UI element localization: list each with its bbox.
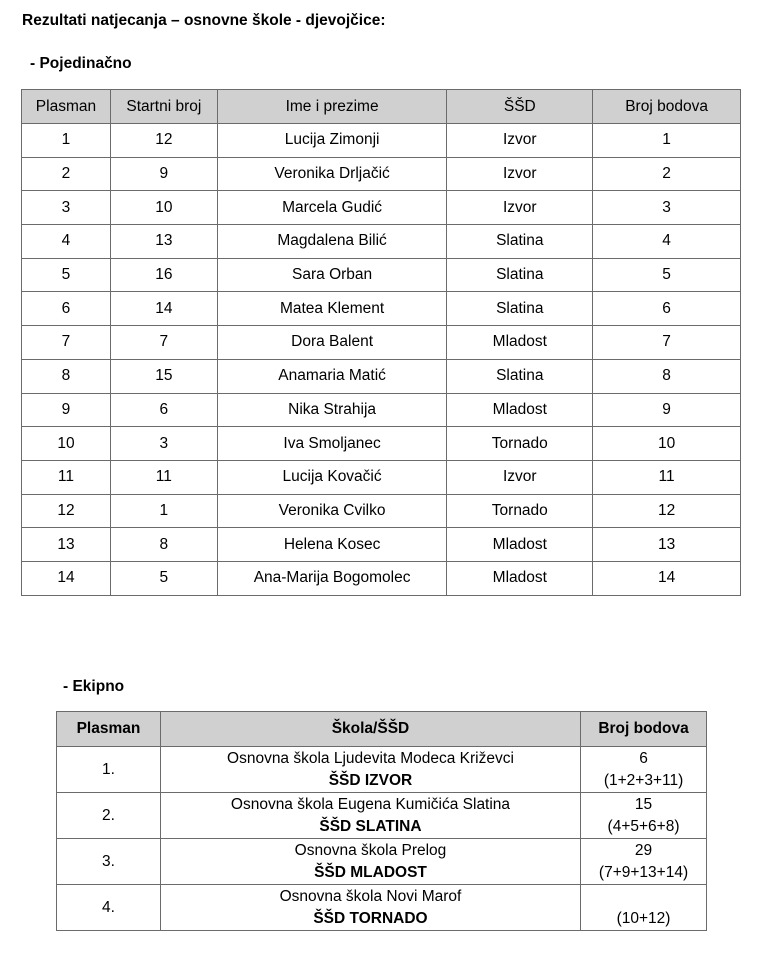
cell-plasman: 10 bbox=[22, 427, 111, 461]
team-results-body bbox=[57, 747, 707, 931]
cell-skola-ssd bbox=[160, 839, 580, 885]
table-header-row bbox=[57, 712, 707, 747]
cell-startni-broj: 3 bbox=[110, 427, 217, 461]
cell-startni-broj: 6 bbox=[110, 393, 217, 427]
team-name: ŠŠD TORNADO bbox=[313, 909, 428, 927]
cell-broj-bodova: 3 bbox=[593, 191, 741, 225]
cell-ime-prezime: Lucija Zimonji bbox=[217, 124, 447, 158]
cell-ssd: Tornado bbox=[447, 494, 593, 528]
cell-broj-bodova: 5 bbox=[593, 258, 741, 292]
column-header-startni-broj: Startni broj bbox=[110, 90, 217, 124]
column-header-ssd: ŠŠD bbox=[447, 90, 593, 124]
points-breakdown: (4+5+6+8) bbox=[607, 817, 680, 835]
cell-ime-prezime: Anamaria Matić bbox=[217, 359, 447, 393]
table-row bbox=[22, 191, 741, 225]
cell-ssd: Mladost bbox=[447, 393, 593, 427]
cell-startni-broj: 12 bbox=[110, 124, 217, 158]
cell-ime-prezime: Veronika Drljačić bbox=[217, 157, 447, 191]
cell-plasman: 8 bbox=[22, 359, 111, 393]
column-header-plasman: Plasman bbox=[22, 90, 111, 124]
cell-skola-ssd bbox=[160, 793, 580, 839]
cell-broj-bodova: 8 bbox=[593, 359, 741, 393]
cell-broj-bodova bbox=[581, 839, 707, 885]
cell-startni-broj: 10 bbox=[110, 191, 217, 225]
points-total: 6 bbox=[639, 749, 648, 767]
table-row bbox=[22, 359, 741, 393]
cell-ime-prezime: Matea Klement bbox=[217, 292, 447, 326]
cell-broj-bodova: 10 bbox=[593, 427, 741, 461]
cell-ssd: Slatina bbox=[447, 359, 593, 393]
cell-startni-broj: 16 bbox=[110, 258, 217, 292]
cell-broj-bodova: 4 bbox=[593, 225, 741, 259]
table-row bbox=[22, 427, 741, 461]
cell-broj-bodova: 7 bbox=[593, 326, 741, 360]
points-total: 29 bbox=[634, 841, 653, 859]
cell-startni-broj: 5 bbox=[110, 561, 217, 595]
table-row bbox=[57, 747, 707, 793]
team-name: ŠŠD MLADOST bbox=[314, 863, 427, 881]
cell-broj-bodova bbox=[581, 793, 707, 839]
points-breakdown: (7+9+13+14) bbox=[598, 863, 689, 881]
team-name: ŠŠD SLATINA bbox=[319, 817, 422, 835]
cell-ssd: Slatina bbox=[447, 292, 593, 326]
cell-ime-prezime: Sara Orban bbox=[217, 258, 447, 292]
cell-plasman: 1. bbox=[57, 747, 161, 793]
points-total: 15 bbox=[634, 795, 653, 813]
cell-ssd: Tornado bbox=[447, 427, 593, 461]
table-row bbox=[57, 793, 707, 839]
cell-broj-bodova: 6 bbox=[593, 292, 741, 326]
column-header-skola-ssd: Škola/ŠŠD bbox=[160, 712, 580, 747]
points-breakdown: (1+2+3+11) bbox=[603, 771, 684, 789]
individual-section-label: - Pojedinačno bbox=[30, 55, 132, 72]
table-row bbox=[22, 326, 741, 360]
team-name: ŠŠD IZVOR bbox=[328, 771, 413, 789]
school-name: Osnovna škola Novi Marof bbox=[279, 887, 462, 905]
cell-ime-prezime: Ana-Marija Bogomolec bbox=[217, 561, 447, 595]
cell-plasman: 4. bbox=[57, 885, 161, 931]
table-row bbox=[22, 258, 741, 292]
column-header-plasman: Plasman bbox=[57, 712, 161, 747]
cell-ime-prezime: Dora Balent bbox=[217, 326, 447, 360]
individual-results-body bbox=[22, 124, 741, 596]
table-row bbox=[22, 124, 741, 158]
table-row bbox=[22, 528, 741, 562]
cell-startni-broj: 14 bbox=[110, 292, 217, 326]
cell-plasman: 3. bbox=[57, 839, 161, 885]
cell-ssd: Izvor bbox=[447, 157, 593, 191]
table-row bbox=[22, 157, 741, 191]
cell-plasman: 3 bbox=[22, 191, 111, 225]
cell-skola-ssd bbox=[160, 747, 580, 793]
team-section-label: - Ekipno bbox=[63, 678, 125, 695]
cell-broj-bodova: 14 bbox=[593, 561, 741, 595]
cell-broj-bodova: 12 bbox=[593, 494, 741, 528]
table-header-row bbox=[22, 90, 741, 124]
cell-ime-prezime: Helena Kosec bbox=[217, 528, 447, 562]
column-header-broj-bodova: Broj bodova bbox=[581, 712, 707, 747]
cell-broj-bodova: 1 bbox=[593, 124, 741, 158]
points-breakdown: (10+12) bbox=[616, 909, 671, 927]
school-name: Osnovna škola Ljudevita Modeca Križevci bbox=[227, 749, 514, 767]
school-name: Osnovna škola Eugena Kumičića Slatina bbox=[230, 795, 511, 813]
cell-startni-broj: 15 bbox=[110, 359, 217, 393]
cell-startni-broj: 8 bbox=[110, 528, 217, 562]
column-header-broj-bodova: Broj bodova bbox=[593, 90, 741, 124]
cell-plasman: 11 bbox=[22, 460, 111, 494]
cell-startni-broj: 7 bbox=[110, 326, 217, 360]
column-header-ime-prezime: Ime i prezime bbox=[217, 90, 447, 124]
cell-startni-broj: 9 bbox=[110, 157, 217, 191]
cell-broj-bodova: 11 bbox=[593, 460, 741, 494]
cell-plasman: 13 bbox=[22, 528, 111, 562]
table-row bbox=[57, 885, 707, 931]
team-results-table bbox=[56, 711, 707, 931]
cell-ssd: Slatina bbox=[447, 258, 593, 292]
table-row bbox=[22, 561, 741, 595]
individual-results-table bbox=[21, 89, 741, 596]
cell-plasman: 7 bbox=[22, 326, 111, 360]
cell-ime-prezime: Iva Smoljanec bbox=[217, 427, 447, 461]
cell-plasman: 6 bbox=[22, 292, 111, 326]
cell-broj-bodova: 9 bbox=[593, 393, 741, 427]
cell-ime-prezime: Magdalena Bilić bbox=[217, 225, 447, 259]
cell-plasman: 9 bbox=[22, 393, 111, 427]
school-name: Osnovna škola Prelog bbox=[294, 841, 447, 859]
cell-ssd: Izvor bbox=[447, 191, 593, 225]
cell-plasman: 1 bbox=[22, 124, 111, 158]
cell-ime-prezime: Marcela Gudić bbox=[217, 191, 447, 225]
cell-ssd: Mladost bbox=[447, 561, 593, 595]
cell-broj-bodova: 13 bbox=[593, 528, 741, 562]
cell-ssd: Izvor bbox=[447, 460, 593, 494]
table-row bbox=[22, 292, 741, 326]
cell-ssd: Mladost bbox=[447, 326, 593, 360]
cell-plasman: 12 bbox=[22, 494, 111, 528]
cell-ime-prezime: Lucija Kovačić bbox=[217, 460, 447, 494]
cell-broj-bodova bbox=[581, 747, 707, 793]
cell-broj-bodova bbox=[581, 885, 707, 931]
cell-plasman: 5 bbox=[22, 258, 111, 292]
cell-skola-ssd bbox=[160, 885, 580, 931]
cell-startni-broj: 1 bbox=[110, 494, 217, 528]
cell-startni-broj: 13 bbox=[110, 225, 217, 259]
cell-plasman: 2 bbox=[22, 157, 111, 191]
cell-broj-bodova: 2 bbox=[593, 157, 741, 191]
cell-plasman: 2. bbox=[57, 793, 161, 839]
cell-plasman: 14 bbox=[22, 561, 111, 595]
cell-startni-broj: 11 bbox=[110, 460, 217, 494]
points-total bbox=[581, 886, 706, 908]
cell-ime-prezime: Nika Strahija bbox=[217, 393, 447, 427]
cell-ime-prezime: Veronika Cvilko bbox=[217, 494, 447, 528]
page-title: Rezultati natjecanja – osnovne škole - djevojčice: bbox=[22, 12, 386, 29]
cell-ssd: Slatina bbox=[447, 225, 593, 259]
cell-ssd: Izvor bbox=[447, 124, 593, 158]
table-row bbox=[22, 225, 741, 259]
table-row bbox=[57, 839, 707, 885]
cell-plasman: 4 bbox=[22, 225, 111, 259]
cell-ssd: Mladost bbox=[447, 528, 593, 562]
table-row bbox=[22, 494, 741, 528]
table-row bbox=[22, 460, 741, 494]
table-row bbox=[22, 393, 741, 427]
